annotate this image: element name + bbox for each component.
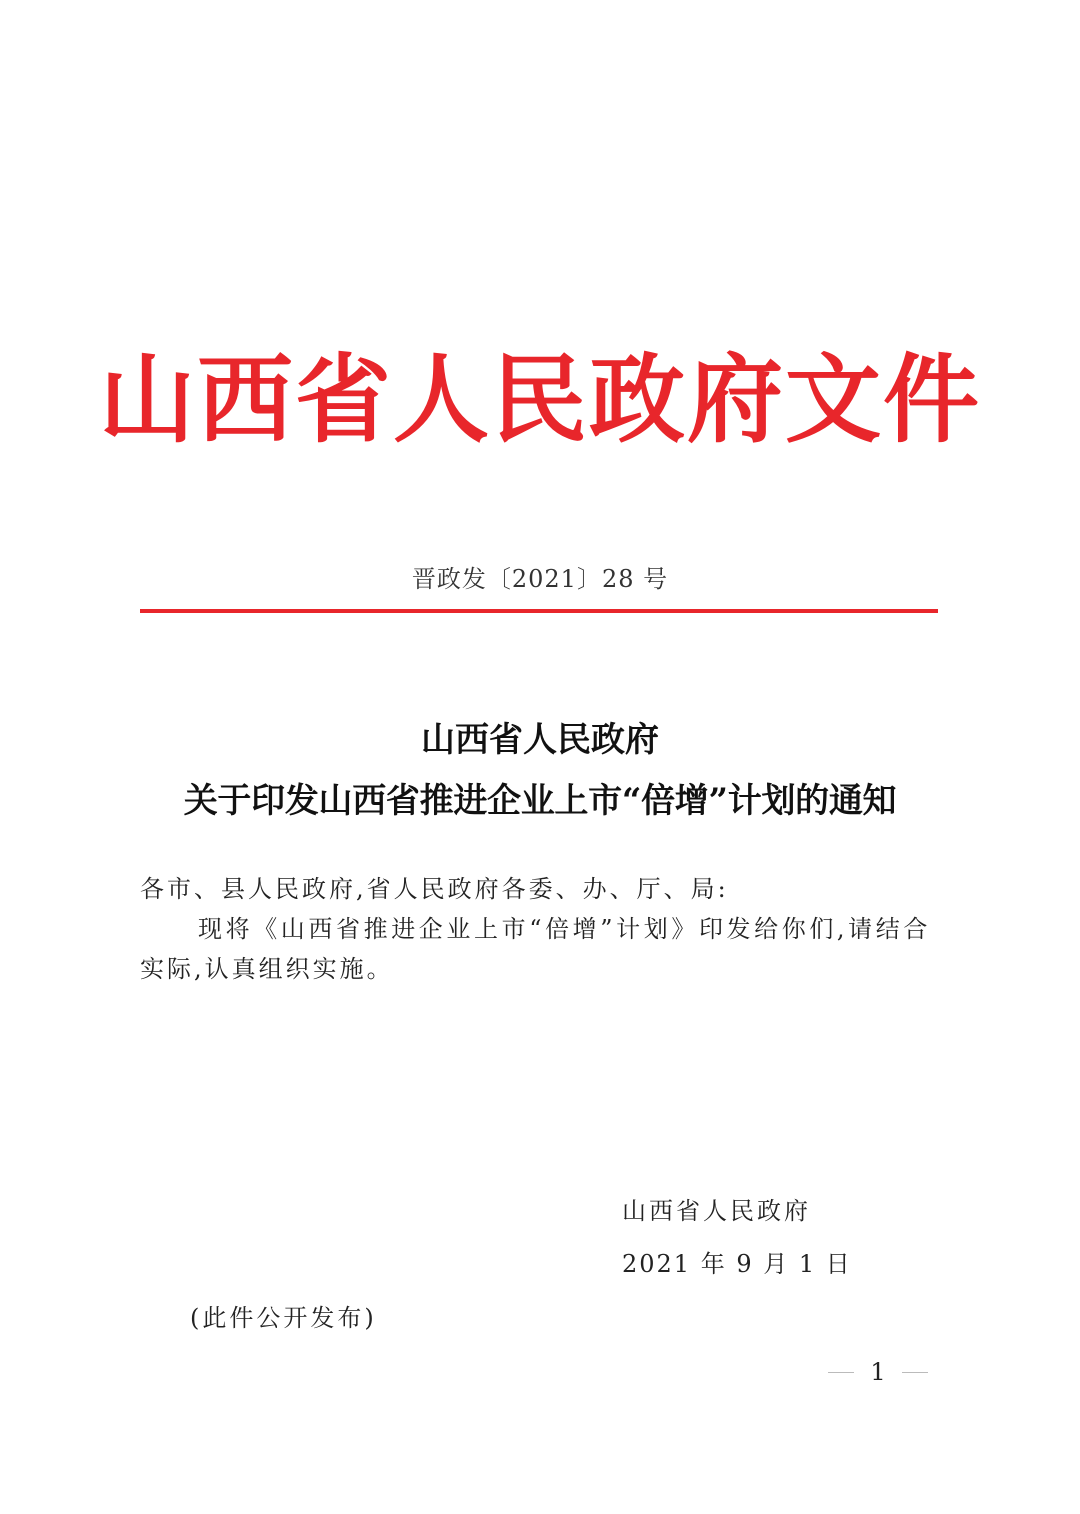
- red-separator-rule: [140, 609, 938, 613]
- signature-organization: 山西省人民政府: [622, 1197, 811, 1225]
- page-number: 1: [870, 1358, 886, 1386]
- public-release-note: (此件公开发布): [190, 1304, 377, 1332]
- document-number: 晋政发〔2021〕28 号: [411, 565, 669, 593]
- notice-title-issuer: 山西省人民政府: [421, 720, 659, 760]
- signature-date: 2021 年 9 月 1 日: [622, 1250, 852, 1278]
- body-paragraph-line-2: 实际,认真组织实施。: [140, 955, 394, 983]
- page-dash-left: [828, 1372, 854, 1373]
- body-paragraph-line-1: 现将《山西省推进企业上市“倍增”计划》印发给你们,请结合: [198, 915, 931, 943]
- document-header-title: 山西省人民政府文件: [99, 343, 981, 456]
- notice-title-subject: 关于印发山西省推进企业上市“倍增”计划的通知: [183, 781, 897, 821]
- page-dash-right: [902, 1372, 928, 1373]
- page-number-block: [828, 1354, 928, 1390]
- salutation: 各市、县人民政府,省人民政府各委、办、厅、局:: [140, 875, 729, 903]
